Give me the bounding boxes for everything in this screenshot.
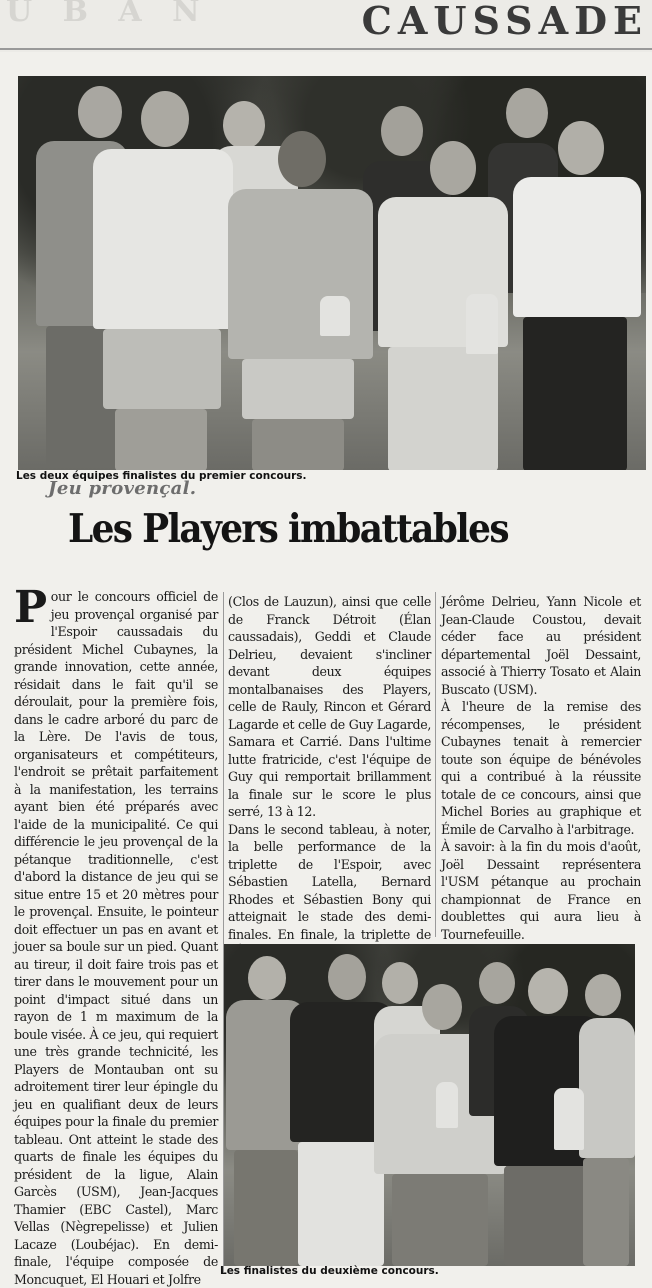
column-divider: [435, 592, 436, 937]
article-kicker: Jeu provençal.: [48, 478, 197, 499]
column-2-paragraph-2: Dans le second tableau, à noter, la belle performance de la triplette de l'Espoir, avec Sébastien Latella, Bernard Rhodes et Sébastien Bony qui atteignait le stade des demi-finales. En finale, la triplette de: [228, 821, 431, 942]
page-header: [0, 0, 652, 52]
article-column-2: [228, 593, 431, 961]
top-team-photo: [18, 76, 646, 470]
bottom-photo-caption: Les finalistes du deuxième concours.: [220, 1265, 439, 1277]
article-column-3: [441, 593, 641, 943]
player-figure: [228, 131, 373, 470]
bottom-team-photo: [224, 944, 635, 1266]
column-3-paragraph-1: Jérôme Delrieu, Yann Nicole et Jean-Claude Coustou, devait céder face au président départemental Joël Dessaint, associé à Thierry Tosato et Alain Buscato (USM).: [441, 594, 641, 697]
player-figure: [93, 91, 233, 470]
top-photo-caption: Les deux équipes finalistes du premier concours.: [16, 470, 307, 482]
player-figure: [513, 121, 643, 470]
section-title: CAUSSADE: [361, 0, 648, 43]
faded-masthead: U B A N: [6, 0, 210, 29]
header-rule: [0, 48, 652, 50]
trophy: [436, 1082, 458, 1128]
trophy: [320, 296, 350, 336]
column-3-paragraph-2: À l'heure de la remise des récompenses, le président Cubaynes tenait à remercier toute son équipe de bénévoles qui a contribué à la réussite totale de ce concours, ainsi que Michel Bories au graphique et Émile de Carvalho à l'arbitrage.: [441, 699, 641, 837]
trophy: [554, 1088, 584, 1150]
trophy: [466, 294, 498, 354]
player-figure: [579, 974, 635, 1266]
column-1-text: our le concours officiel de jeu provençal organisé par l'Espoir caussadais du président Michel Cubaynes, la grande innovation, cette année, résidait dans le fait qu'il se déroulait, pour la première fois, dans le cadre arboré du parc de la Lère. De l'avis de tous, organisateurs et compétiteurs, l'endroit se prêtait parfaitement à la manifestation, les terrains ayant bien été préparés avec l'aide de la municipalité. Ce qui différencie le jeu provençal de la pétanque traditionnelle, c'est d'abord la distance de jeu qui se situe entre 15 et 20 mètres pour le provençal. Ensuite, le pointeur doit effectuer un pas en avant et jouer sa boule sur un pied. Quant au tireur, il doit faire trois pas et tirer dans le mouvement pour un point d'impact situé dans un rayon de 1 m maximum de la boule visée. À ce jeu, qui requiert une très grande technicité, les Players de Montauban ont su adroitement tirer leur épingle du jeu en qualifiant deux de leurs équipes pour la finale du premier tableau. Ont atteint le stade des quarts de finale les équipes du président de la ligue, Alain Garcès (USM), Jean-Jacques Thamier (EBC Castel), Marc Vellas (Nègrepelisse) et Julien Lacaze (Loubéjac). En demi-finale, l'équipe composée de Moncuquet, El Houari et Jolfre: [14, 589, 218, 1287]
article-column-1: [14, 582, 218, 1288]
column-3-paragraph-3: À savoir: à la fin du mois d'août, Joël Dessaint représentera l'USM pétanque au prochain championnat de France en doublettes qui aura lieu à Tournefeuille.: [441, 839, 641, 942]
column-2-paragraph-1: (Clos de Lauzun), ainsi que celle de Franck Détroit (Élan caussadais), Geddi et Claude Delrieu, devaient s'incliner devant deux équipes montalbanaises des Players, celle de Rauly, Rincon et Gérard Lagarde et celle de Guy Lagarde, Samara et Carrié. Dans l'ultime lutte fratricide, c'est l'équipe de Guy qui remportait brillamment la finale sur le score le plus serré, 13 à 12.: [228, 594, 431, 819]
article-headline: Les Players imbattables: [68, 506, 508, 552]
drop-cap: P: [14, 582, 47, 633]
